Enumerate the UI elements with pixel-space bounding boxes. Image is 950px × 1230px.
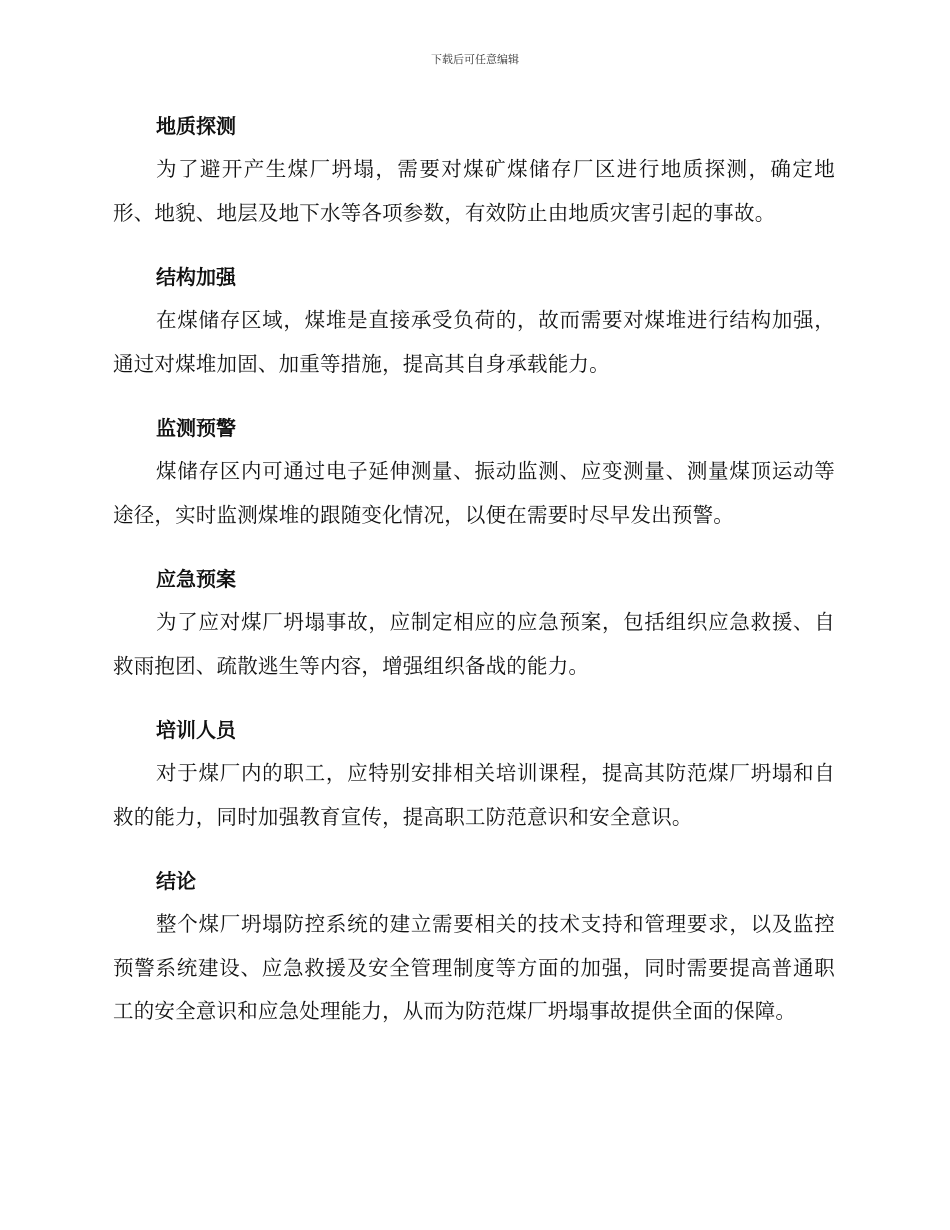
section-body: 煤储存区内可通过电子延伸测量、振动监测、应变测量、测量煤顶运动等途径，实时监测煤堆的跟随变化情况，以便在需要时尽早发出预警。 [113,459,835,527]
section-conclusion [113,859,835,1034]
section-body: 为了避开产生煤厂坍塌，需要对煤矿煤储存厂区进行地质探测，确定地形、地貌、地层及地下水等各项参数，有效防止由地质灾害引起的事故。 [113,157,835,225]
section-heading: 应急预案 [156,567,236,591]
section-heading: 结论 [156,869,196,893]
section-heading: 培训人员 [156,718,236,742]
section-staff-training [113,708,835,839]
section-monitoring-warning [113,406,835,537]
section-body: 对于煤厂内的职工，应特别安排相关培训课程，提高其防范煤厂坍塌和自救的能力，同时加强教育宣传，提高职工防范意识和安全意识。 [113,761,835,829]
section-body: 整个煤厂坍塌防控系统的建立需要相关的技术支持和管理要求，以及监控预警系统建设、应急救援及安全管理制度等方面的加强，同时需要提高普通职工的安全意识和应急处理能力，从而为防范煤厂坍塌事故提供全面的保障。 [113,912,835,1023]
section-heading: 监测预警 [156,416,236,440]
section-heading: 结构加强 [156,265,236,289]
section-body: 为了应对煤厂坍塌事故，应制定相应的应急预案，包括组织应急救援、自救雨抱团、疏散逃生等内容，增强组织备战的能力。 [113,610,835,678]
section-emergency-plan [113,557,835,688]
document-content [113,104,835,1054]
section-body: 在煤储存区域，煤堆是直接承受负荷的，故而需要对煤堆进行结构加强，通过对煤堆加固、加重等措施，提高其自身承载能力。 [113,308,835,376]
section-heading: 地质探测 [156,114,236,138]
section-structural-reinforcement [113,255,835,386]
page-header: 下载后可任意编辑 [431,53,519,66]
section-geological-survey [113,104,835,235]
